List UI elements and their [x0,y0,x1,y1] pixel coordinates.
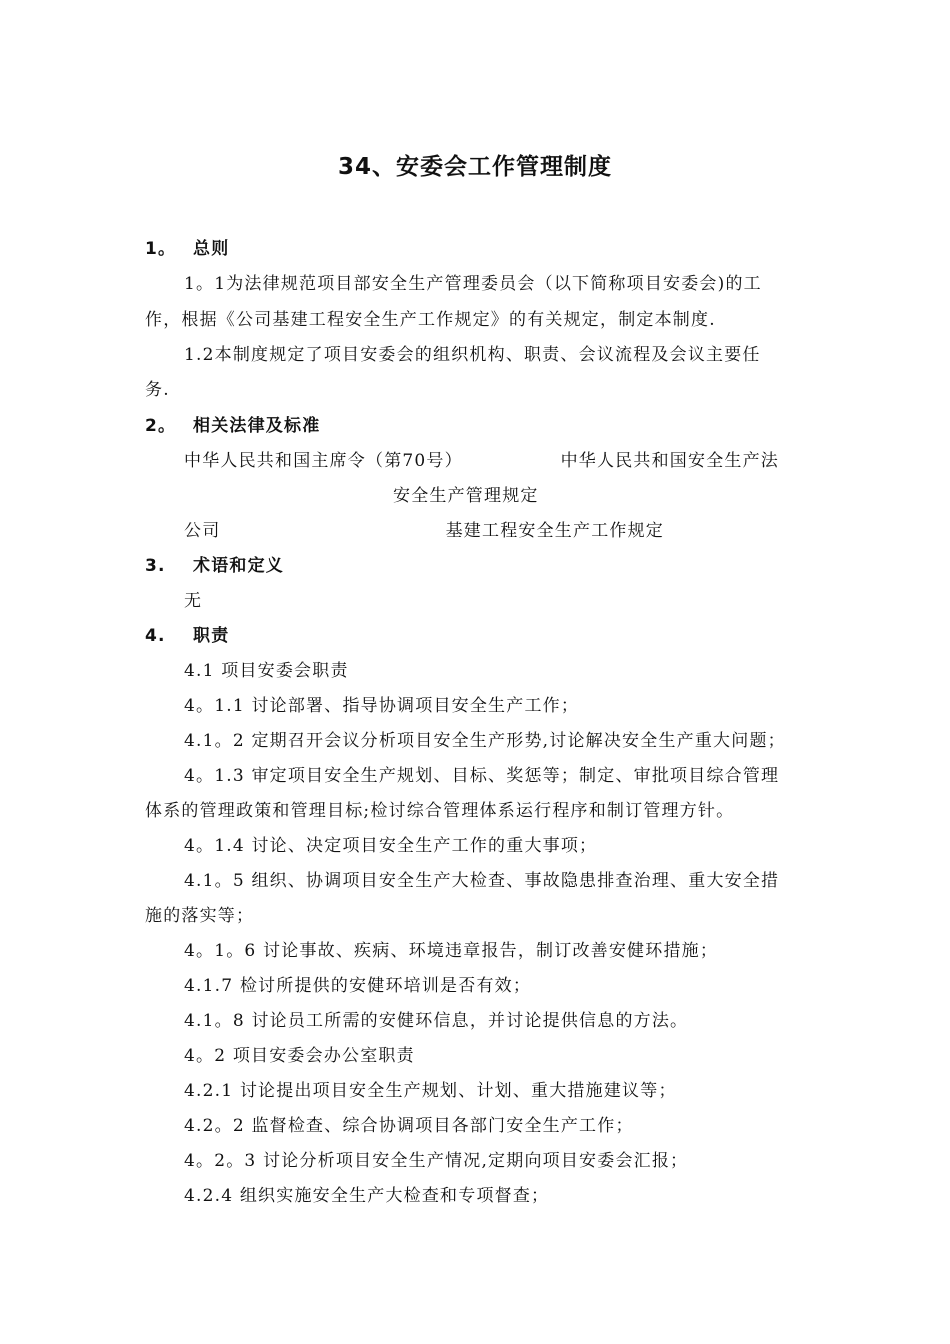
law-right: 基建工程安全生产工作规定 [445,521,664,541]
section-number: 3. [145,556,166,576]
list-item: 4.1。5 组织、协调项目安全生产大检查、事故隐患排查治理、重大安全措 [184,871,780,891]
list-item: 4.1.7 检讨所提供的安健环培训是否有效； [184,976,532,996]
section-number: 2。 [145,416,177,436]
paragraph-line: 作，根据《公司基建工程安全生产工作规定》的有关规定，制定本制度. [145,310,716,330]
list-item: 4。1.4 讨论、决定项目安全生产工作的重大事项； [184,836,598,856]
list-item: 4.2。2 监督检查、综合协调项目各部门安全生产工作； [184,1116,634,1136]
list-item-continuation: 施的落实等； [145,906,255,926]
paragraph-line: 1.2本制度规定了项目安委会的组织机构、职责、会议流程及会议主要任 [184,345,761,365]
section-title: 总则 [193,239,230,259]
paragraph-line: 无 [184,591,203,611]
list-item-continuation: 体系的管理政策和管理目标;检讨综合管理体系运行程序和制订管理方针。 [145,801,735,821]
section-number: 1。 [145,239,177,259]
law-item: 安全生产管理规定 [393,486,539,506]
list-item: 4。1。6 讨论事故、疾病、环境违章报告，制订改善安健环措施； [184,941,719,961]
list-item: 4.2.4 组织实施安全生产大检查和专项督查； [184,1186,550,1206]
section-4-heading [145,624,810,648]
section-title: 术语和定义 [193,556,284,576]
section-3-heading [145,554,810,578]
list-item: 4。2。3 讨论分析项目安全生产情况,定期向项目安委会汇报； [184,1151,689,1171]
section-title: 职责 [193,626,230,646]
list-item: 4。2 项目安委会办公室职责 [184,1046,415,1066]
law-row-content [184,519,664,543]
paragraph-line: 1。1为法律规范项目部安全生产管理委员会（以下简称项目安委会)的工 [184,274,762,294]
list-item: 4。1.3 审定项目安全生产规划、目标、奖惩等；制定、审批项目综合管理 [184,766,780,786]
paragraph-line: 务. [145,380,170,400]
list-item: 4.1 项目安委会职责 [184,661,349,681]
law-row-content [184,449,779,473]
law-row [184,519,664,543]
list-item: 4。1.1 讨论部署、指导协调项目安全生产工作； [184,696,580,716]
section-1-heading [145,237,810,261]
section-number: 4. [145,626,166,646]
section-title: 相关法律及标准 [193,416,321,436]
list-item: 4.2.1 讨论提出项目安全生产规划、计划、重大措施建议等； [184,1081,677,1101]
list-item: 4.1。8 讨论员工所需的安健环信息，并讨论提供信息的方法。 [184,1011,689,1031]
page-title: 34、安委会工作管理制度 [337,154,612,180]
law-left: 公司 [184,521,221,541]
section-2-heading [145,414,810,438]
law-left: 中华人民共和国主席令（第70号） [184,451,463,471]
list-item: 4.1。2 定期召开会议分析项目安全生产形势,讨论解决安全生产重大问题； [184,731,786,751]
law-right: 中华人民共和国安全生产法 [560,451,779,471]
law-row [184,449,779,473]
